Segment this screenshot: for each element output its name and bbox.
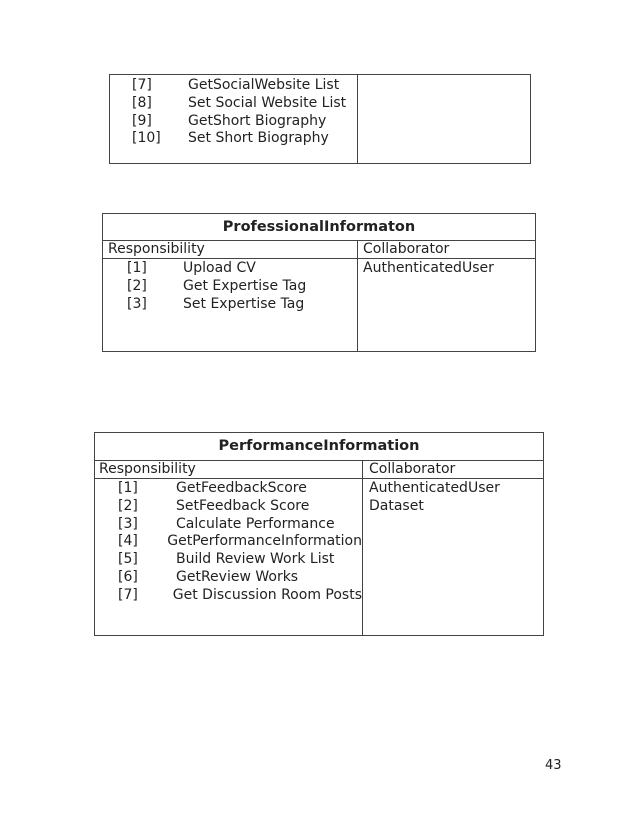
item-text: Get Expertise Tag <box>183 277 307 294</box>
item-number: [9] <box>132 112 152 129</box>
collaborator-item: AuthenticatedUser <box>369 480 500 496</box>
responsibility-item <box>118 587 362 605</box>
item-text: GetShort Biography <box>188 112 327 129</box>
item-number: [1] <box>118 480 138 496</box>
responsibility-item <box>127 278 357 296</box>
item-text: Set Short Biography <box>188 130 329 147</box>
responsibility-header: Responsibility <box>103 241 358 258</box>
card-title: ProfessionalInformaton <box>103 214 535 241</box>
item-text: Get Discussion Room Posts <box>172 586 362 603</box>
item-number: [5] <box>118 551 138 568</box>
page-number: 43 <box>545 758 562 773</box>
collaborator-item: AuthenticatedUser <box>363 260 494 276</box>
responsibility-item <box>118 498 362 516</box>
card-title: PerformanceInformation <box>95 433 543 461</box>
item-text: Calculate Performance <box>176 515 335 532</box>
item-number: [2] <box>118 497 138 514</box>
collaborator-column <box>358 75 530 163</box>
responsibility-item <box>118 516 362 534</box>
responsibility-item <box>118 480 362 498</box>
item-number: [7] <box>132 77 152 93</box>
item-number: [8] <box>132 94 152 111</box>
item-number: [6] <box>118 568 138 585</box>
item-number: [3] <box>127 295 147 312</box>
collaborator-column <box>363 479 543 635</box>
item-text: GetFeedbackScore <box>176 480 307 496</box>
item-number: [2] <box>127 277 147 294</box>
item-number: [3] <box>118 515 138 532</box>
item-number: [1] <box>127 260 147 276</box>
item-text: Set Expertise Tag <box>183 295 305 312</box>
crc-card-continued <box>109 74 531 164</box>
responsibility-item <box>118 551 362 569</box>
item-text: GetReview Works <box>176 568 299 585</box>
item-text: Build Review Work List <box>176 551 335 568</box>
item-text: GetSocialWebsite List <box>188 77 340 93</box>
item-text: Upload CV <box>183 260 256 276</box>
card-header-row <box>103 241 535 259</box>
collaborator-header: Collaborator <box>363 241 450 257</box>
item-number: [4] <box>118 533 138 550</box>
item-number: [10] <box>132 130 161 147</box>
responsibility-item <box>127 260 357 278</box>
collaborator-item: Dataset <box>369 497 424 514</box>
item-text: Set Social Website List <box>188 94 347 111</box>
responsibility-item <box>118 533 362 551</box>
responsibility-column <box>110 75 358 163</box>
responsibility-item <box>132 130 357 148</box>
responsibility-item <box>118 569 362 587</box>
item-text: SetFeedback Score <box>176 497 310 514</box>
collaborator-header: Collaborator <box>369 461 456 477</box>
responsibility-column <box>103 259 358 351</box>
crc-card-professional <box>102 213 536 352</box>
collaborator-column <box>358 259 535 351</box>
responsibility-column <box>95 479 363 635</box>
responsibility-item <box>127 296 357 314</box>
card-header-row <box>95 461 543 479</box>
crc-card-performance <box>94 432 544 636</box>
item-text: GetPerformanceInformation <box>167 533 362 550</box>
responsibility-item <box>132 77 357 95</box>
item-number: [7] <box>118 586 138 603</box>
responsibility-item <box>132 113 357 131</box>
responsibility-header: Responsibility <box>95 461 363 478</box>
responsibility-item <box>132 95 357 113</box>
